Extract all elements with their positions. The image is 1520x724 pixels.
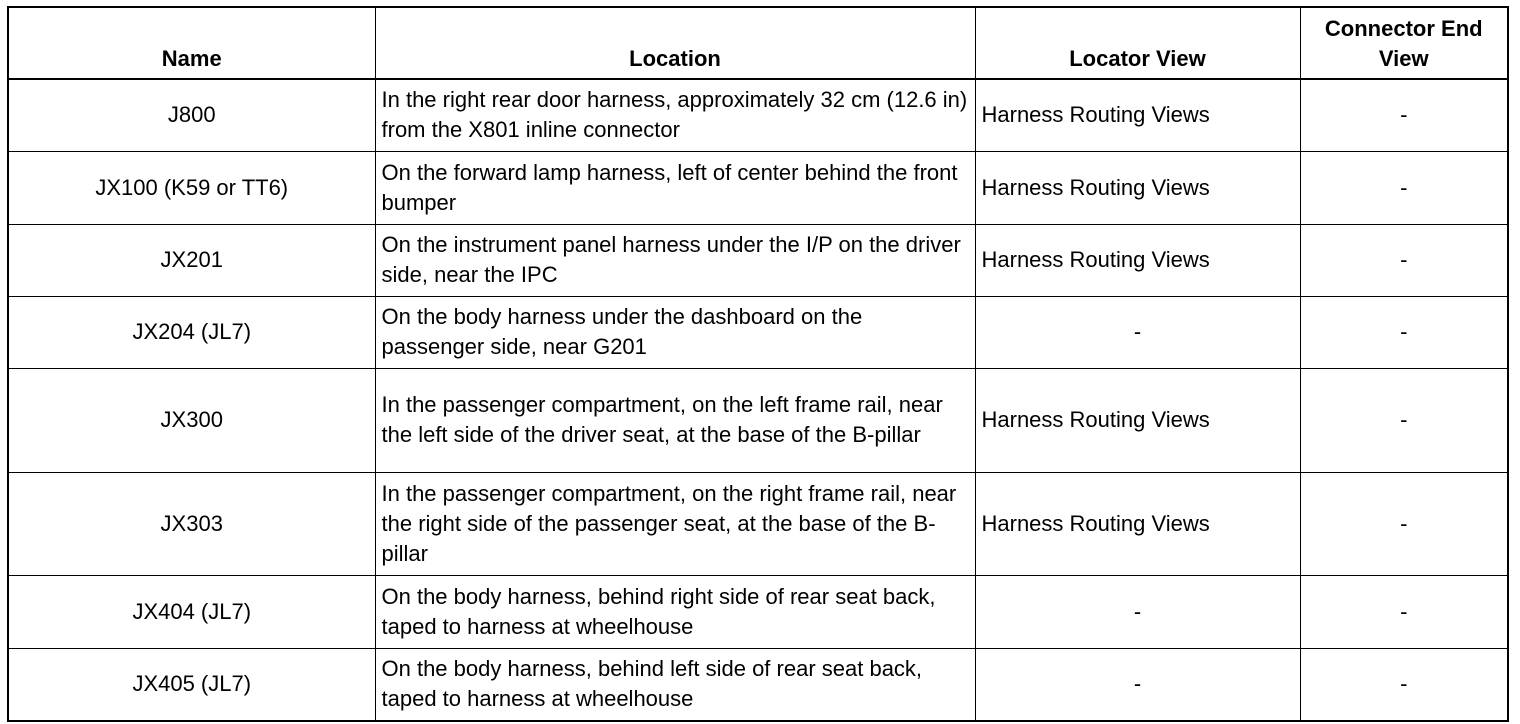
- header-name: Name: [8, 7, 375, 79]
- cell-connector-end-view: -: [1300, 151, 1508, 224]
- cell-location: In the right rear door harness, approximately 32 cm (12.6 in) from the X801 inline connector: [375, 79, 975, 151]
- cell-connector-end-view: -: [1300, 472, 1508, 575]
- cell-locator-view: -: [975, 575, 1300, 648]
- cell-name: JX405 (JL7): [8, 648, 375, 721]
- cell-locator-view: Harness Routing Views: [975, 224, 1300, 296]
- table-body: [8, 79, 1508, 721]
- table-row: [8, 648, 1508, 721]
- cell-location: On the forward lamp harness, left of center behind the front bumper: [375, 151, 975, 224]
- connector-table-container: [7, 6, 1507, 719]
- table-row: [8, 151, 1508, 224]
- header-row: [8, 7, 1508, 79]
- cell-name: JX201: [8, 224, 375, 296]
- cell-connector-end-view: -: [1300, 648, 1508, 721]
- cell-connector-end-view: -: [1300, 79, 1508, 151]
- cell-location: On the body harness, behind left side of rear seat back, taped to harness at wheelhouse: [375, 648, 975, 721]
- cell-connector-end-view: -: [1300, 575, 1508, 648]
- table-header: [8, 7, 1508, 79]
- header-location: Location: [375, 7, 975, 79]
- cell-name: JX204 (JL7): [8, 296, 375, 368]
- cell-name: J800: [8, 79, 375, 151]
- table-row: [8, 368, 1508, 472]
- cell-locator-view: Harness Routing Views: [975, 368, 1300, 472]
- cell-location: On the body harness, behind right side of rear seat back, taped to harness at wheelhouse: [375, 575, 975, 648]
- table-row: [8, 296, 1508, 368]
- cell-locator-view: -: [975, 296, 1300, 368]
- cell-locator-view: Harness Routing Views: [975, 79, 1300, 151]
- cell-location: On the instrument panel harness under the I/P on the driver side, near the IPC: [375, 224, 975, 296]
- cell-locator-view: Harness Routing Views: [975, 151, 1300, 224]
- cell-location: On the body harness under the dashboard on the passenger side, near G201: [375, 296, 975, 368]
- cell-locator-view: Harness Routing Views: [975, 472, 1300, 575]
- cell-connector-end-view: -: [1300, 224, 1508, 296]
- cell-location: In the passenger compartment, on the right frame rail, near the right side of the passenger seat, at the base of the B-pillar: [375, 472, 975, 575]
- header-locator-view: Locator View: [975, 7, 1300, 79]
- cell-connector-end-view: -: [1300, 368, 1508, 472]
- table-row: [8, 224, 1508, 296]
- cell-name: JX300: [8, 368, 375, 472]
- table-row: [8, 472, 1508, 575]
- cell-name: JX100 (K59 or TT6): [8, 151, 375, 224]
- header-connector-end-view: Connector End View: [1300, 7, 1508, 79]
- cell-name: JX404 (JL7): [8, 575, 375, 648]
- cell-locator-view: -: [975, 648, 1300, 721]
- inline-connector-table: [7, 6, 1509, 722]
- cell-connector-end-view: -: [1300, 296, 1508, 368]
- table-row: [8, 575, 1508, 648]
- cell-location: In the passenger compartment, on the left frame rail, near the left side of the driver seat, at the base of the B-pillar: [375, 368, 975, 472]
- table-row: [8, 79, 1508, 151]
- cell-name: JX303: [8, 472, 375, 575]
